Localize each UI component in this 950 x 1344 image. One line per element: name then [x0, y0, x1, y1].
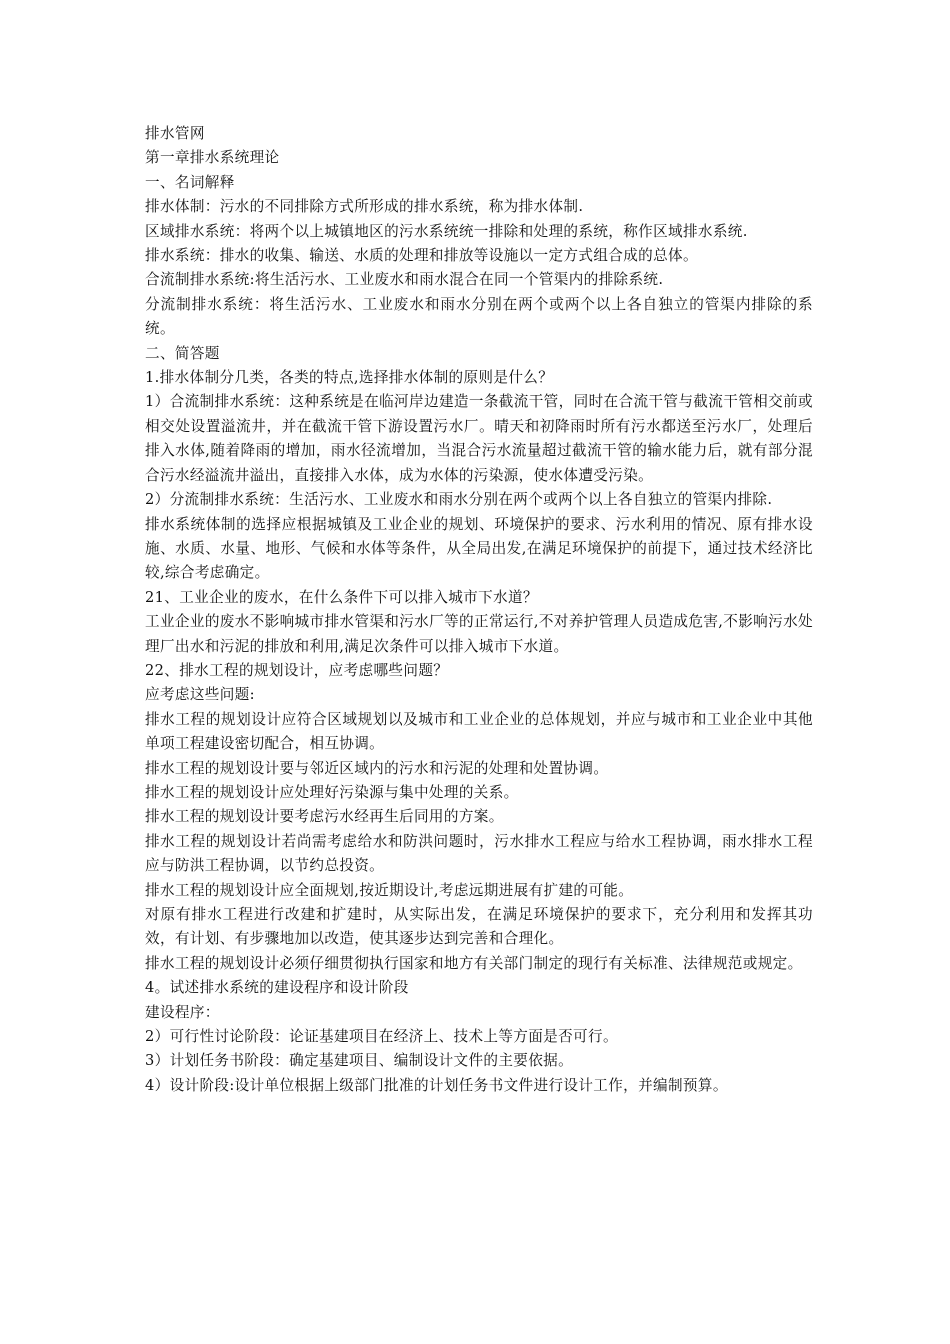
paragraph: 3）计划任务书阶段：确定基建项目、编制设计文件的主要依据。	[145, 1052, 574, 1070]
question: 21、工业企业的废水，在什么条件下可以排入城市下水道？	[145, 588, 538, 606]
paragraph: 2）可行性讨论阶段：论证基建项目在经济上、技术上等方面是否可行。	[145, 1028, 618, 1046]
paragraph: 排水工程的规划设计必须仔细贯彻执行国家和地方有关部门制定的现行有关标准、法律规范或规定。	[145, 954, 803, 972]
paragraph: 排水工程的规划设计要与邻近区域内的污水和污泥的处理和处置协调。	[145, 759, 609, 777]
question: 22、排水工程的规划设计，应考虑哪些问题？	[145, 661, 449, 679]
paragraph: 排水工程的规划设计应符合区域规划以及城市和工业企业的总体规划，并应与城市和工业企业中其他单项工程建设密切配合，相互协调。	[145, 710, 813, 753]
paragraph: 排水体制：污水的不同排除方式所形成的排水系统，称为排水体制.	[145, 198, 584, 216]
question: 4。试述排水系统的建设程序和设计阶段	[145, 979, 409, 997]
paragraph: 区域排水系统：将两个以上城镇地区的污水系统统一排除和处理的系统，称作区域排水系统.	[145, 222, 748, 240]
paragraph: 对原有排水工程进行改建和扩建时，从实际出发，在满足环境保护的要求下，充分利用和发挥其功效，有计划、有步骤地加以改造，使其逐步达到完善和合理化。	[145, 906, 813, 948]
paragraph: 排水工程的规划设计若尚需考虑给水和防洪问题时，污水排水工程应与给水工程协调，雨水排水工程应与防洪工程协调，以节约总投资。	[145, 832, 813, 875]
paragraph: 4）设计阶段:设计单位根据上级部门批准的计划任务书文件进行设计工作，并编制预算。	[145, 1076, 728, 1094]
question: 1.排水体制分几类，各类的特点,选择排水体制的原则是什么？	[145, 369, 554, 387]
paragraph: 2）分流制排水系统：生活污水、工业废水和雨水分别在两个或两个以上各自独立的管渠内排除.	[145, 491, 773, 509]
paragraph: 排水工程的规划设计应处理好污染源与集中处理的关系。	[145, 783, 519, 801]
paragraph: 排水工程的规划设计要考虑污水经再生后同用的方案。	[145, 808, 504, 826]
paragraph: 建设程序：	[145, 1003, 220, 1021]
paragraph: 合流制排水系统:将生活污水、工业废水和雨水混合在同一个管渠内的排除系统.	[145, 271, 664, 289]
document-body	[145, 122, 813, 1098]
section-heading: 一、名词解释	[145, 173, 235, 191]
section-heading: 二、简答题	[145, 344, 220, 362]
paragraph: 分流制排水系统：将生活污水、工业废水和雨水分别在两个或两个以上各自独立的管渠内排除的系统。	[145, 295, 813, 338]
chapter-heading: 第一章排水系统理论	[145, 149, 280, 167]
paragraph: 排水系统：排水的收集、输送、水质的处理和排放等设施以一定方式组合成的总体。	[145, 247, 698, 265]
paragraph: 应考虑这些问题:	[145, 686, 255, 704]
document-title: 排水管网	[145, 125, 205, 142]
paragraph: 排水系统体制的选择应根据城镇及工业企业的规划、环境保护的要求、污水利用的情况、原有排水设施、水质、水量、地形、气候和水体等条件，从全局出发,在满足环境保护的前提下，通过技术经济比较,综合考虑确定。	[145, 515, 813, 582]
paragraph: 排水工程的规划设计应全面规划,按近期设计,考虑远期进展有扩建的可能。	[145, 881, 634, 899]
paragraph: 1）合流制排水系统：这种系统是在临河岸边建造一条截流干管，同时在合流干管与截流干管相交前或相交处设置溢流井，并在截流干管下游设置污水厂。晴天和初降雨时所有污水都送至污水厂，处理后排入水体,随着降雨的增加，雨水径流增加，当混合污水流量超过截流干管的输水能力后，就有部分混合污水经溢流井溢出，直接排入水体，成为水体的污染源，使水体遭受污染。	[145, 393, 813, 484]
paragraph: 工业企业的废水不影响城市排水管渠和污水厂等的正常运行,不对养护管理人员造成危害,不影响污水处理厂出水和污泥的排放和利用,满足次条件可以排入城市下水道。	[145, 613, 813, 655]
